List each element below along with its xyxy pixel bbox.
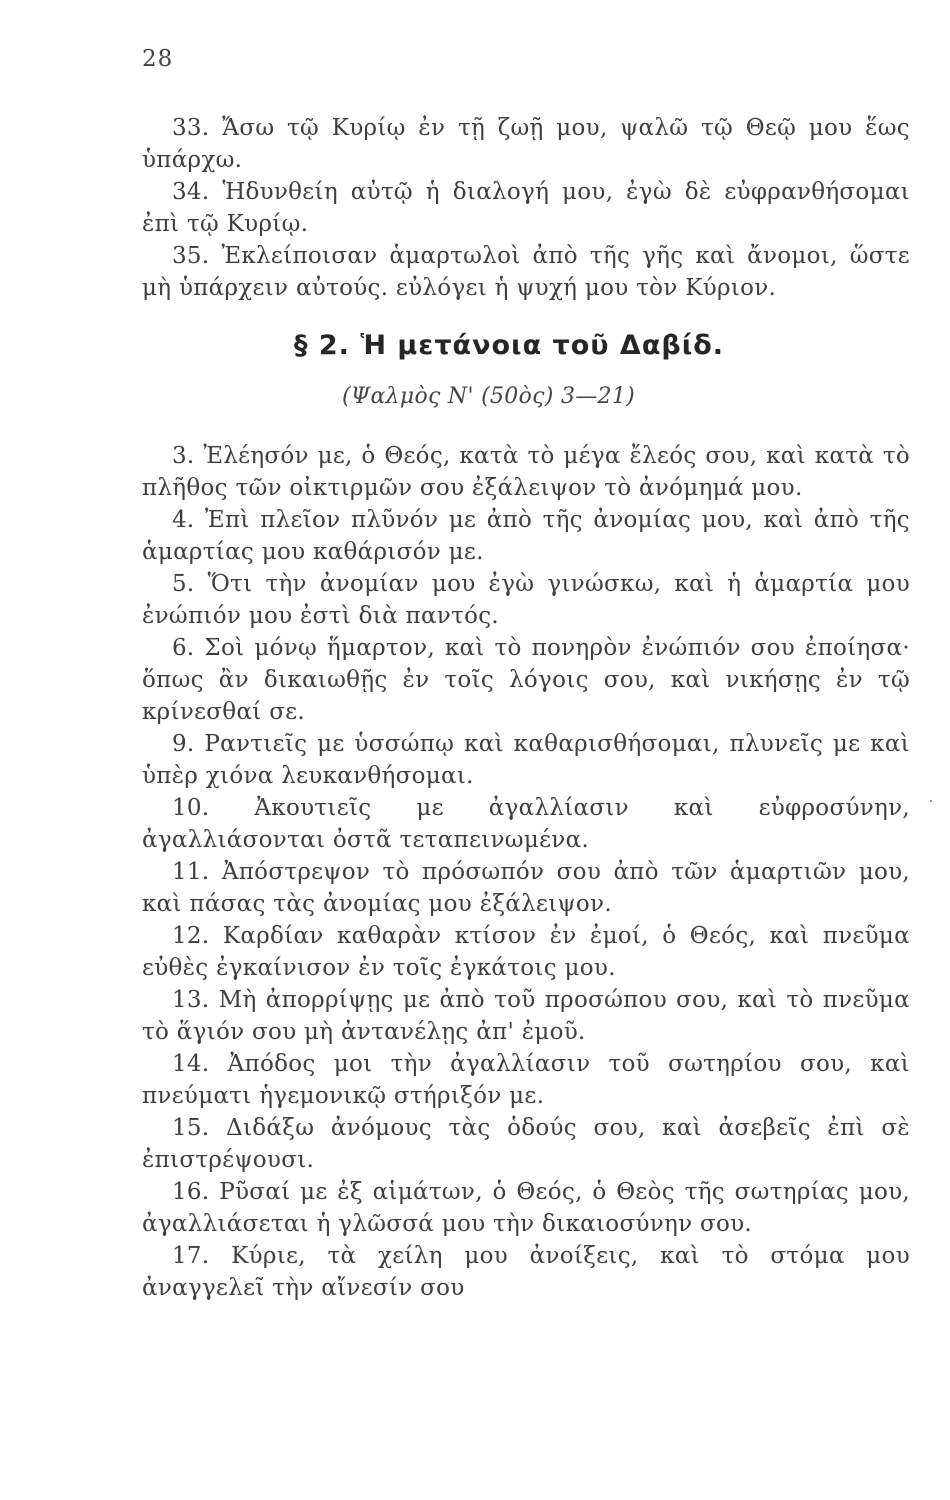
verse-text: Διδάξω ἀνόμους τὰς ὁδούς σου, καὶ ἀσεβεῖς ἐπὶ σὲ ἐπιστρέψουσι. [142, 1115, 910, 1173]
psalm-reference: (Ψαλμὸς Ν' (50ὸς) 3—21) [342, 384, 636, 409]
verse-number: 10. [172, 795, 210, 821]
verse-number: 5. [172, 571, 195, 597]
verse-34 [142, 176, 910, 240]
verse-text: Ἐπὶ πλεῖον πλῦνόν με ἀπὸ τῆς ἀνομίας μου, καὶ ἀπὸ τῆς ἁμαρτίας μου καθάρισόν με. [142, 507, 910, 565]
verse-number: 4. [172, 507, 195, 533]
margin-speck [930, 800, 932, 802]
verse-text: Ἄσω τῷ Κυρίῳ ἐν τῇ ζωῇ μου, ψαλῶ τῷ Θεῷ μου ἕως ὑπάρχω. [142, 115, 910, 173]
verse-number: 15. [172, 1115, 210, 1141]
verse-text: Ὅτι τὴν ἀνομίαν μου ἐγὼ γινώσκω, καὶ ἡ ἁμαρτία μου ἐνώπιόν μου ἐστὶ διὰ παντός. [142, 571, 910, 629]
verse-number: 6. [172, 635, 195, 661]
verse-text: Ἀπόδος μοι τὴν ἀγαλλίασιν τοῦ σωτηρίου σου, καὶ πνεύματι ἡγεμονικῷ στήριξόν με. [142, 1051, 910, 1109]
verse-16 [142, 1176, 910, 1240]
page-number: 28 [142, 46, 174, 72]
verse-text: Μὴ ἀπορρίψῃς με ἀπὸ τοῦ προσώπου σου, καὶ τὸ πνεῦμα τὸ ἅγιόν σου μὴ ἀντανέλῃς ἀπ' ἐμοῦ. [142, 987, 910, 1045]
verse-3 [142, 440, 910, 504]
verse-11 [142, 856, 910, 920]
verse-number: 16. [172, 1179, 210, 1205]
verse-text: Κύριε, τὰ χείλη μου ἀνοίξεις, καὶ τὸ στόμα μου ἀναγγελεῖ τὴν αἴνεσίν σου [142, 1243, 910, 1301]
verse-13 [142, 984, 910, 1048]
verse-14 [142, 1048, 910, 1112]
verse-text: Ἀπόστρεψον τὸ πρόσωπόν σου ἀπὸ τῶν ἁμαρτιῶν μου, καὶ πάσας τὰς ἀνομίας μου ἐξάλειψον. [142, 859, 910, 917]
verse-number: 9. [172, 731, 195, 757]
verse-number: 33. [172, 115, 210, 141]
verse-text: Ἐλέησόν με, ὁ Θεός, κατὰ τὸ μέγα ἔλεός σου, καὶ κατὰ τὸ πλῆθος τῶν οἰκτιρμῶν σου ἐξάλειψον τὸ ἀνόμημά μου. [142, 443, 910, 501]
verse-35 [142, 240, 910, 304]
verse-text: Ραντιεῖς με ὑσσώπῳ καὶ καθαρισθήσομαι, πλυνεῖς με καὶ ὑπὲρ χιόνα λευκανθήσομαι. [142, 731, 910, 789]
verse-5 [142, 568, 910, 632]
verse-15 [142, 1112, 910, 1176]
psalm-text-block [142, 112, 910, 1304]
verse-text: Καρδίαν καθαρὰν κτίσον ἐν ἐμοί, ὁ Θεός, καὶ πνεῦμα εὐθὲς ἐγκαίνισον ἐν τοῖς ἐγκάτοις μου. [142, 923, 910, 981]
verse-33 [142, 112, 910, 176]
verse-17 [142, 1240, 910, 1304]
verse-number: 17. [172, 1243, 210, 1269]
verse-text: Ἀκουτιεῖς με ἀγαλλίασιν καὶ εὐφροσύνην, ἀγαλλιάσονται ὀστᾶ τεταπεινωμένα. [142, 795, 910, 853]
verse-10 [142, 792, 910, 856]
verse-text: Σοὶ μόνῳ ἥμαρτον, καὶ τὸ πονηρὸν ἐνώπιόν σου ἐποίησα· ὅπως ἂν δικαιωθῇς ἐν τοῖς λόγοις σου, καὶ νικήσῃς ἐν τῷ κρίνεσθαί σε. [142, 635, 910, 725]
verse-number: 12. [172, 923, 210, 949]
verse-number: 35. [172, 243, 210, 269]
verse-text: Ἡδυνθείη αὐτῷ ἡ διαλογή μου, ἐγὼ δὲ εὐφρανθήσομαι ἐπὶ τῷ Κυρίῳ. [142, 179, 910, 237]
verse-9 [142, 728, 910, 792]
verse-number: 13. [172, 987, 210, 1013]
verse-text: Ἐκλείποισαν ἁμαρτωλοὶ ἀπὸ τῆς γῆς καὶ ἄνομοι, ὥστε μὴ ὑπάρχειν αὐτούς. εὐλόγει ἡ ψυχή μου τὸν Κύριον. [142, 243, 910, 301]
verse-number: 11. [172, 859, 210, 885]
section-heading: § 2. Ἡ μετάνοια τοῦ Δαβίδ. [294, 330, 725, 361]
verse-6 [142, 632, 910, 728]
verse-number: 3. [172, 443, 195, 469]
verse-4 [142, 504, 910, 568]
verse-text: Ρῦσαί με ἐξ αἱμάτων, ὁ Θεός, ὁ Θεὸς τῆς σωτηρίας μου, ἀγαλλιάσεται ἡ γλῶσσά μου τὴν δικαιοσύνην σου. [142, 1179, 910, 1237]
verse-number: 14. [172, 1051, 210, 1077]
verse-12 [142, 920, 910, 984]
verse-number: 34. [172, 179, 210, 205]
